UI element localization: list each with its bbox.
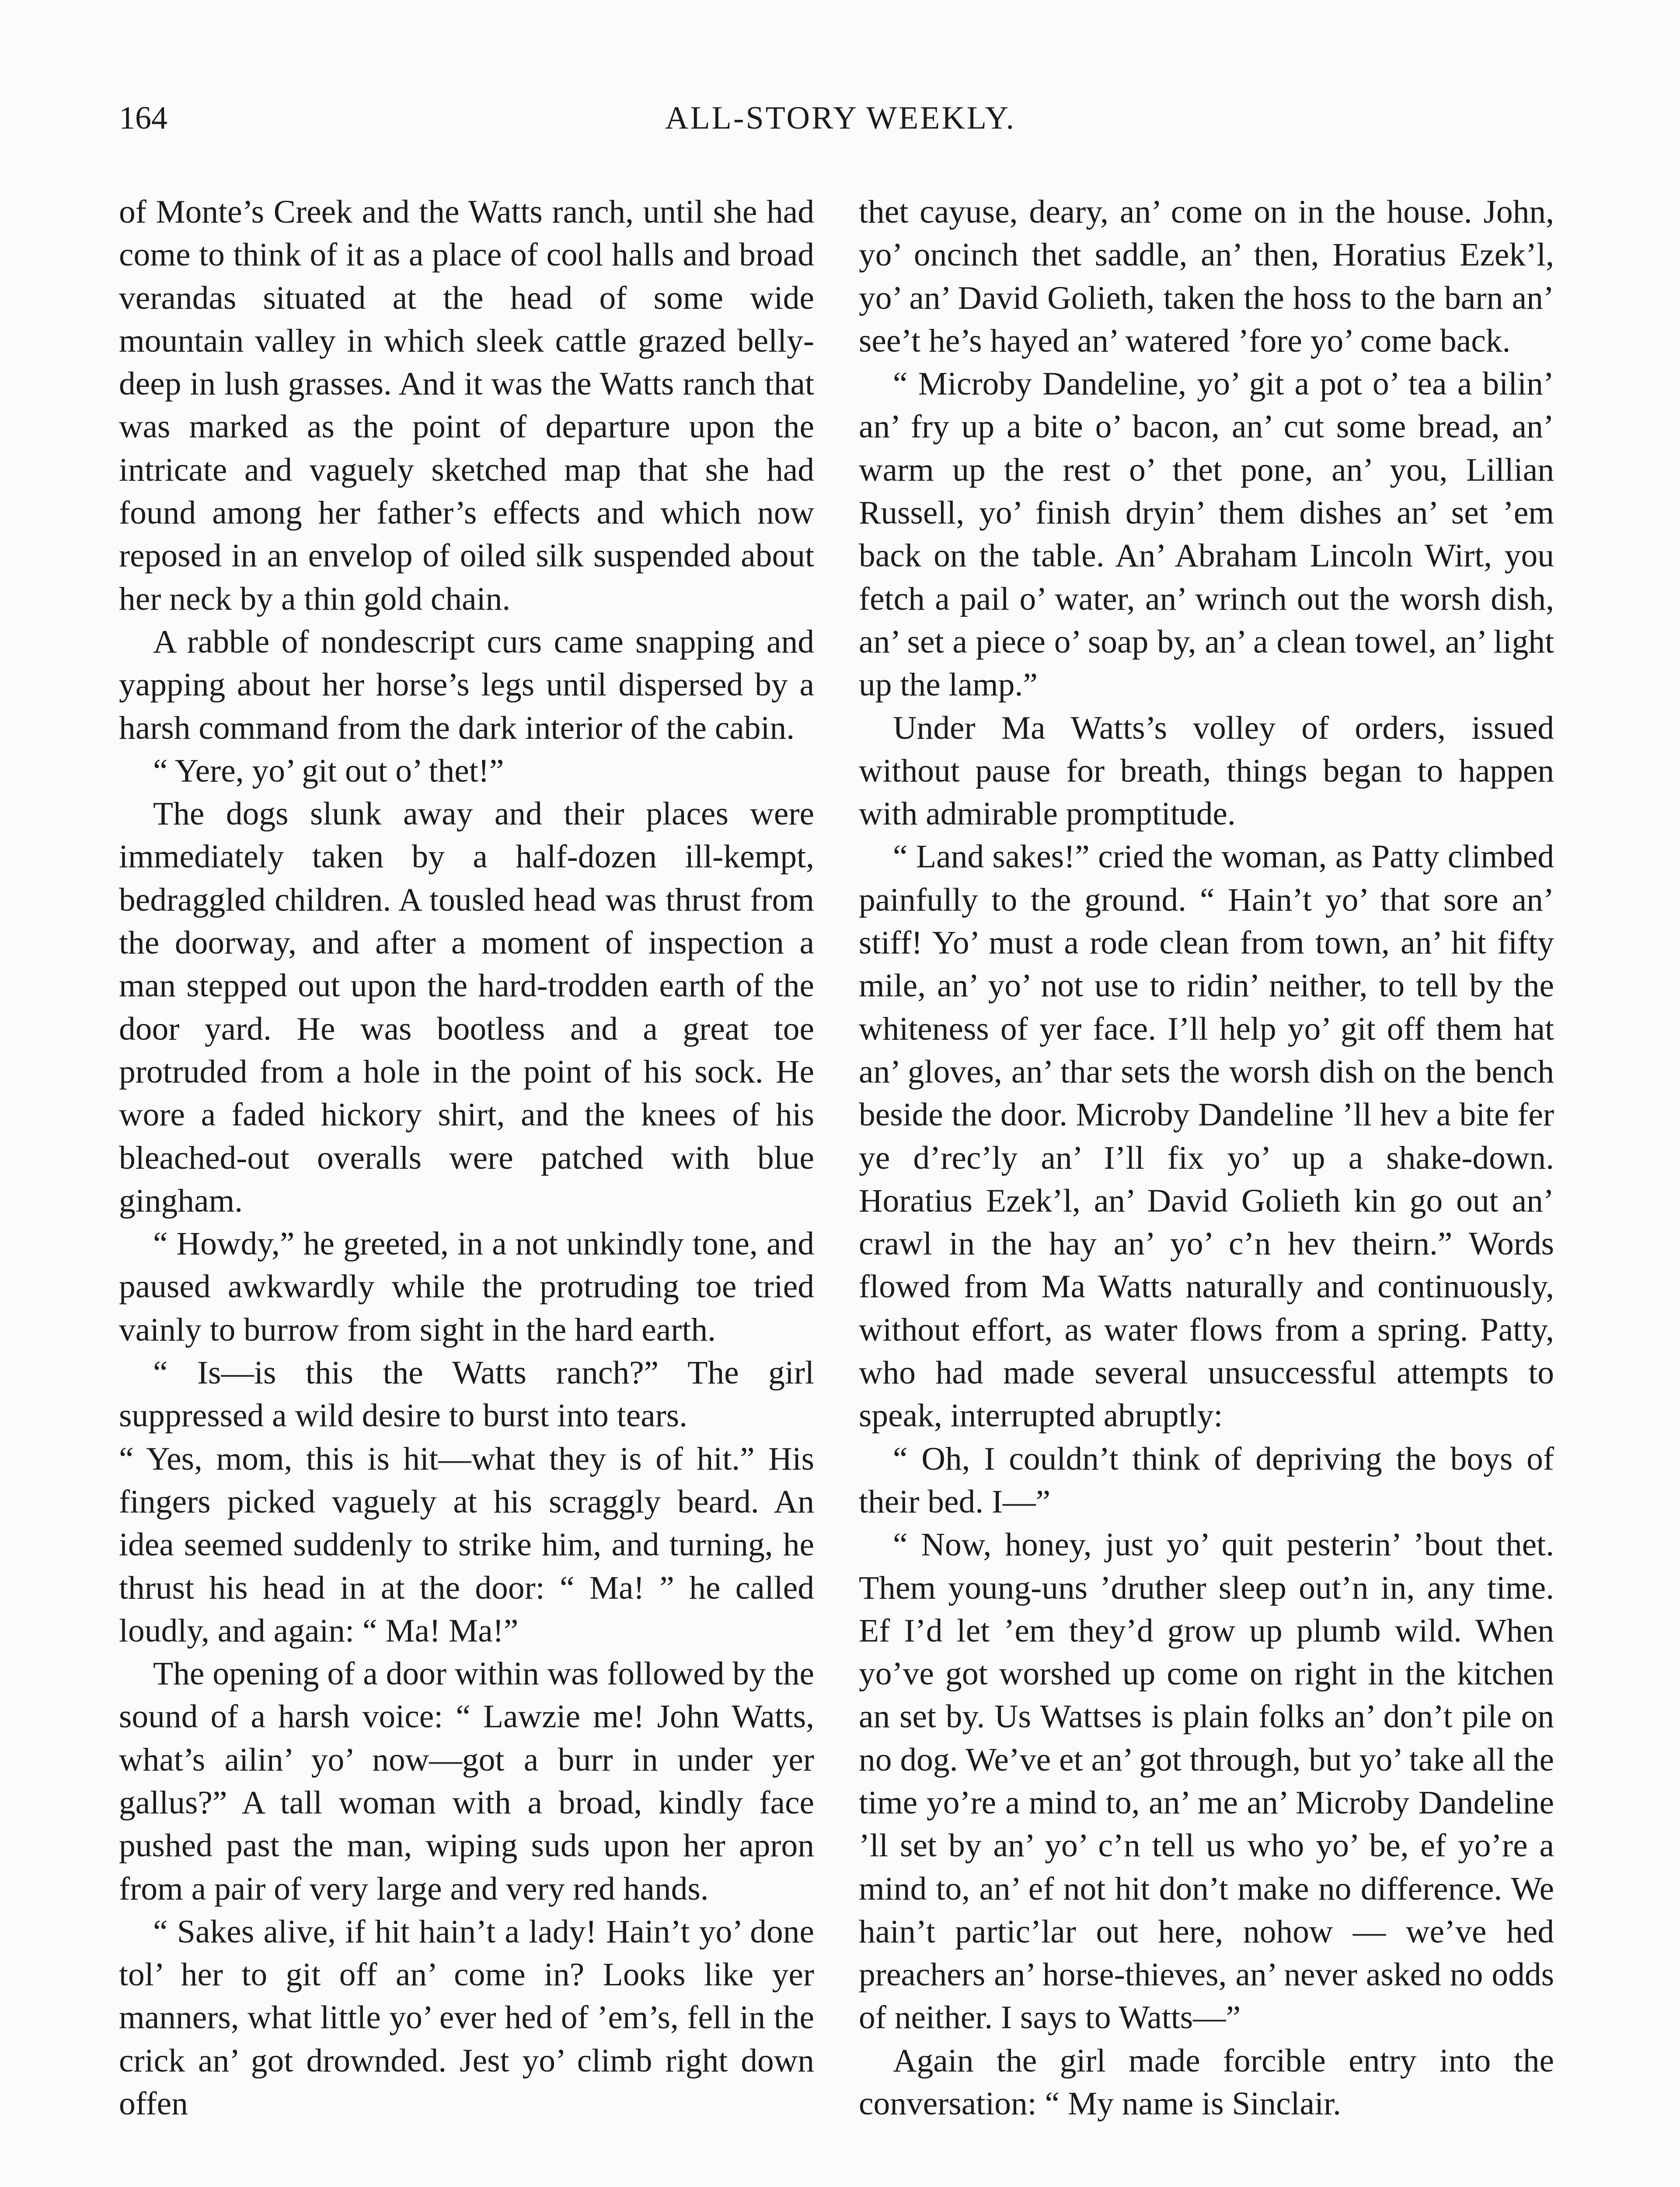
body-paragraph: “ Yes, mom, this is hit—what they is of hit.” His fingers picked vaguely at his scraggly beard. An idea seemed suddenly to strike him, and turning, he thrust his head in at the door: “ Ma! ” he called loudly, and again: “ Ma! Ma!”: [119, 1440, 814, 1649]
body-paragraph: “ Yere, yo’ git out o’ thet!”: [153, 752, 504, 789]
body-paragraph: “ Is—is this the Watts ranch?” The girl suppressed a wild desire to burst into tears.: [119, 1355, 814, 1434]
body-paragraph: “ Microby Dandeline, yo’ git a pot o’ tea a bilin’ an’ fry up a bite o’ bacon, an’ cut some bread, an’ warm up the rest o’ thet pone, an’ you, Lillian Russell, yo’ finish dryin’ them dishes an’ set ’em back on the table. An’ Abraham Lincoln Wirt, you fetch a pail o’ water, an’ wrinch out the worsh dish, an’ set a piece o’ soap by, an’ a clean towel, an’ light up the lamp.”: [859, 366, 1554, 703]
page-number: 164: [119, 100, 167, 136]
body-paragraph: thet cayuse, deary, an’ come on in the house. John, yo’ oncinch thet saddle, an’ then, Horatius Ezek’l, yo’ an’ David Golieth, taken the hoss to the barn an’ see’t he’s hayed an’ watered ’fore yo’ come back.: [859, 194, 1554, 359]
body-paragraph: Under Ma Watts’s volley of orders, issued without pause for breath, things began to happen with admirable promptitude.: [859, 709, 1554, 832]
body-paragraph: “ Land sakes!” cried the woman, as Patty climbed painfully to the ground. “ Hain’t yo’ that sore an’ stiff! Yo’ must a rode clean from town, an’ hit fifty mile, an’ yo’ not use to ridin’ neither, to tell by the whiteness of yer face. I’ll help yo’ git off them hat an’ gloves, an’ thar sets the worsh dish on the bench beside the door. Microby Dandeline ’ll hev a bite fer ye d’rec’ly an’ I’ll fix yo’ up a shake-down. Horatius Ezek’l, an’ David Golieth kin go out an’ crawl in the hay an’ yo’ c’n hev theirn.” Words flowed from Ma Watts naturally and continuously, without effort, as water flows from a spring. Patty, who had made several unsuccessful attempts to speak, interrupted abruptly:: [859, 838, 1554, 1434]
body-paragraph: A rabble of nondescript curs came snapping and yapping about her horse’s legs until dispersed by a harsh command from the dark interior of the cabin.: [119, 623, 814, 746]
right-text-column: [859, 191, 1554, 2125]
body-paragraph: “ Sakes alive, if hit hain’t a lady! Hain’t yo’ done tol’ her to git off an’ come in? Looks like yer manners, what little yo’ ever hed of ’em’s, fell in the crick an’ got drownded. Jest yo’ climb right down offen: [119, 1913, 814, 2122]
body-paragraph: The opening of a door within was followed by the sound of a harsh voice: “ Lawzie me! John Watts, what’s ailin’ yo’ now—got a burr in under yer gallus?” A tall woman with a broad, kindly face pushed past the man, wiping suds upon her apron from a pair of very large and very red hands.: [119, 1656, 814, 1907]
body-paragraph: “ Now, honey, just yo’ quit pesterin’ ’bout thet. Them young-uns ’druther sleep out’n in, any time. Ef I’d let ’em they’d grow up plumb wild. When yo’ve got worshed up come on right in the kitchen an set by. Us Wattses is plain folks an’ don’t pile on no dog. We’ve et an’ got through, but yo’ take all the time yo’re a mind to, an’ me an’ Microby Dandeline ’ll set by an’ yo’ c’n tell us who yo’ be, ef yo’re a mind to, an’ ef not hit don’t make no difference. We hain’t partic’lar out here, nohow — we’ve hed preachers an’ horse-thieves, an’ never asked no odds of neither. I says to Watts—”: [859, 1527, 1554, 2036]
body-paragraph: The dogs slunk away and their places were immediately taken by a half-dozen ill-kempt, bedraggled children. A tousled head was thrust from the doorway, and after a moment of inspection a man stepped out upon the hard-trodden earth of the door yard. He was bootless and a great toe protruded from a hole in the point of his sock. He wore a faded hickory shirt, and the knees of his bleached-out overalls were patched with blue gingham.: [119, 796, 814, 1219]
body-paragraph: of Monte’s Creek and the Watts ranch, until she had come to think of it as a place of cool halls and broad verandas situated at the head of some wide mountain valley in which sleek cattle grazed belly-deep in lush grasses. And it was the Watts ranch that was marked as the point of departure upon the intricate and vaguely sketched map that she had found among her father’s effects and which now reposed in an envelop of oiled silk suspended about her neck by a thin gold chain.: [119, 194, 814, 617]
body-paragraph: “ Howdy,” he greeted, in a not unkindly tone, and paused awkwardly while the protruding toe tried vainly to burrow from sight in the hard earth.: [119, 1226, 814, 1348]
page-header: [119, 100, 1562, 143]
left-text-column: [119, 191, 814, 2125]
body-paragraph: “ Oh, I couldn’t think of depriving the boys of their bed. I—”: [859, 1440, 1554, 1520]
running-head: ALL-STORY WEEKLY.: [665, 100, 1016, 136]
body-paragraph: Again the girl made forcible entry into the conversation: “ My name is Sinclair.: [859, 2042, 1554, 2122]
